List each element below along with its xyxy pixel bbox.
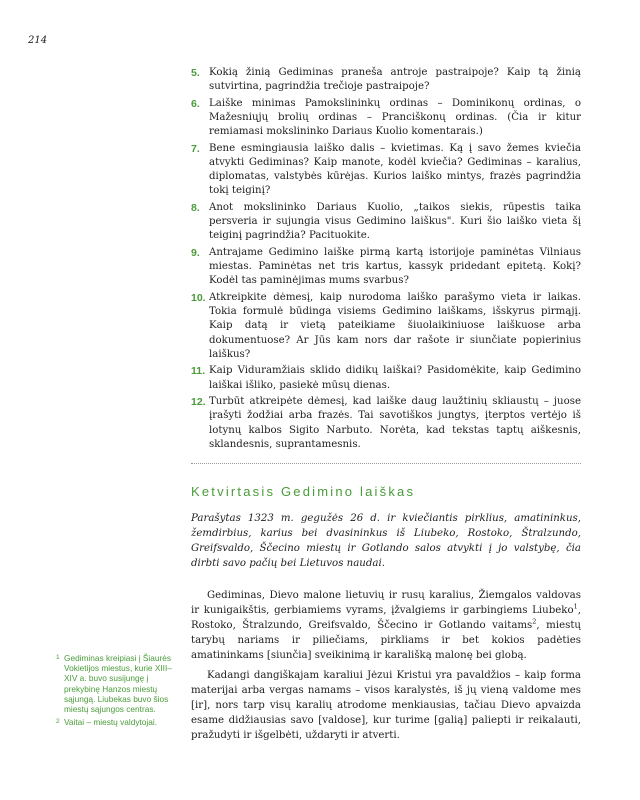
question-text: Bene esmingiausia laiško dalis – kvietimas. Ką į savo žemes kviečia atvykti Gediminas? Kaip manote, kodėl kviečia? Gediminas – karalius, diplomatas, valstybės kūrėjas. Kurios laiško mintys, frazės pagrindžia tokį teiginį?: [209, 142, 581, 197]
page-number: 214: [28, 35, 48, 46]
question-number: 12.: [191, 396, 206, 409]
footnote-number: 2: [56, 718, 60, 726]
section-intro: Parašytas 1323 m. gegužės 26 d. ir kviečiantis pirklius, amatininkus, žemdirbius, karius bei dvasininkus iš Liubeko, Rostoko, Štralzundo, Greifsvaldo, Ščecino miestų ir Gotlando salos atvykti į jo valstybę, čia dirbti savo pačių bei Lietuvos naudai.: [191, 513, 581, 569]
question-text: Kokią žinią Gediminas praneša antroje pastraipoje? Kaip tą žinią sutvirtina, pagrindžia trečioje pastraipoje?: [209, 67, 581, 93]
paragraph-text: Gediminas, Dievo malone lietuvių ir rusų karalius, Žiemgalos valdovas ir kunigaikštis, gerbiamiems vyrams, įžvalgiems ir garbingiems Liubeko: [191, 590, 581, 616]
question-number: 5.: [191, 67, 200, 79]
question-item: [191, 142, 581, 199]
question-text: Antrajame Gedimino laiške pirmą kartą istorijoje paminėtas Vilniaus miestas. Paminėtas net tris kartus, kassyk pridedant epitetą. Kokį? Kodėl tas paminėjimas mums svarbus?: [209, 247, 581, 287]
letter-body: [191, 588, 581, 748]
footnote: [56, 653, 172, 714]
question-text: Anot mokslininko Dariaus Kuolio, „taikos siekis, rūpestis taika persveria ir sujungia visus Gedimino laiškus". Kuri šio laiško vieta šį teiginį pagrindžia? Pacituokite.: [209, 202, 581, 242]
question-item: [191, 291, 581, 362]
question-number: 8.: [191, 202, 200, 214]
footnote: [56, 717, 172, 727]
question-item: [191, 97, 581, 140]
question-text: Kaip Viduramžiais sklido didikų laiškai? Pasidomėkite, kaip Gedimino laiškai išliko, pasiekė mūsų dienas.: [209, 365, 581, 391]
question-number: 6.: [191, 97, 200, 110]
question-item: [191, 201, 581, 244]
letter-paragraph: Kadangi dangiškajam karaliui Jėzui Kristui yra pavaldžios – kaip forma materijai arba vergas namams – visos karalystės, iš jų vieną valdome mes [ir], nors tarp visų karalių atrodome menkiausias, tačiau Dievo apvaizda esame didžiausias savo [valdose], kur turime [galią] paliepti ir reikalauti, pražudyti ir išgelbėti, uždaryti ir atverti.: [191, 670, 581, 741]
footnote-ref: 2: [532, 617, 537, 626]
question-number: 10.: [191, 292, 206, 304]
question-number: 7.: [191, 142, 200, 155]
footnotes: [56, 653, 172, 730]
paragraph-text: , Rostoko, Štralzundo, Greifsvaldo, Ščecino ir Gotlando vaitams: [191, 605, 581, 631]
question-number: 9.: [191, 247, 200, 259]
question-text: Atkreipkite dėmesį, kaip nurodoma laiško parašymo vieta ir laikas. Tokia formulė būdinga visiems Gedimino laiškams, išskyrus pirmąjį. Kaip datą ir vietą pateikiame šiuolaikiniuose laiškuose arba dokumentuose? Ar Jūs kam nors dar rašote ir siunčiate popierinius laiškus?: [209, 292, 581, 360]
paragraph-text: , miestų tarybų nariams ir piliečiams, pirkliams ir bet kokios padėties amatininkams [siunčia] sveikinimą ir karališką malonę bei globą.: [191, 620, 581, 661]
letter-paragraph: [191, 588, 581, 663]
footnote-ref: 1: [573, 602, 578, 611]
section-divider: [191, 463, 581, 464]
question-text: Laiške minimas Pamokslininkų ordinas – Dominikonų ordinas, o Mažesniųjų brolių ordinas – Pranciškonų ordinas. (Čia ir kitur remiamasi mokslininko Dariaus Kuolio komentarais.): [209, 97, 581, 138]
footnote-number: 1: [56, 654, 60, 661]
question-item: [191, 395, 581, 452]
question-item: [191, 66, 581, 94]
question-item: [191, 364, 581, 392]
question-list: [191, 66, 581, 454]
footnote-text: Gediminas kreipiasi į Šiaurės Vokietijos miestus, kurie XIII–XIV a. buvo susijungę į prekybinę Hanzos miestų sąjungą. Liubekas buvo šios miestų sąjungos centras.: [64, 653, 172, 715]
question-text: Turbūt atkreipėte dėmesį, kad laiške daug laužtinių skliaustų – juose įrašyti žodžiai arba frazės. Tai savotiškos jungtys, įterptos vertėjo iš lotynų kalbos Sigito Narbuto. Norėta, kad tekstas taptų aiškesnis, sklandesnis, suprantamesnis.: [209, 396, 581, 450]
question-item: [191, 246, 581, 289]
question-number: 11.: [191, 365, 206, 378]
footnote-text: Vaitai – miestų valdytojai.: [64, 717, 157, 728]
section-title: Ketvirtasis Gedimino laiškas: [191, 484, 416, 499]
